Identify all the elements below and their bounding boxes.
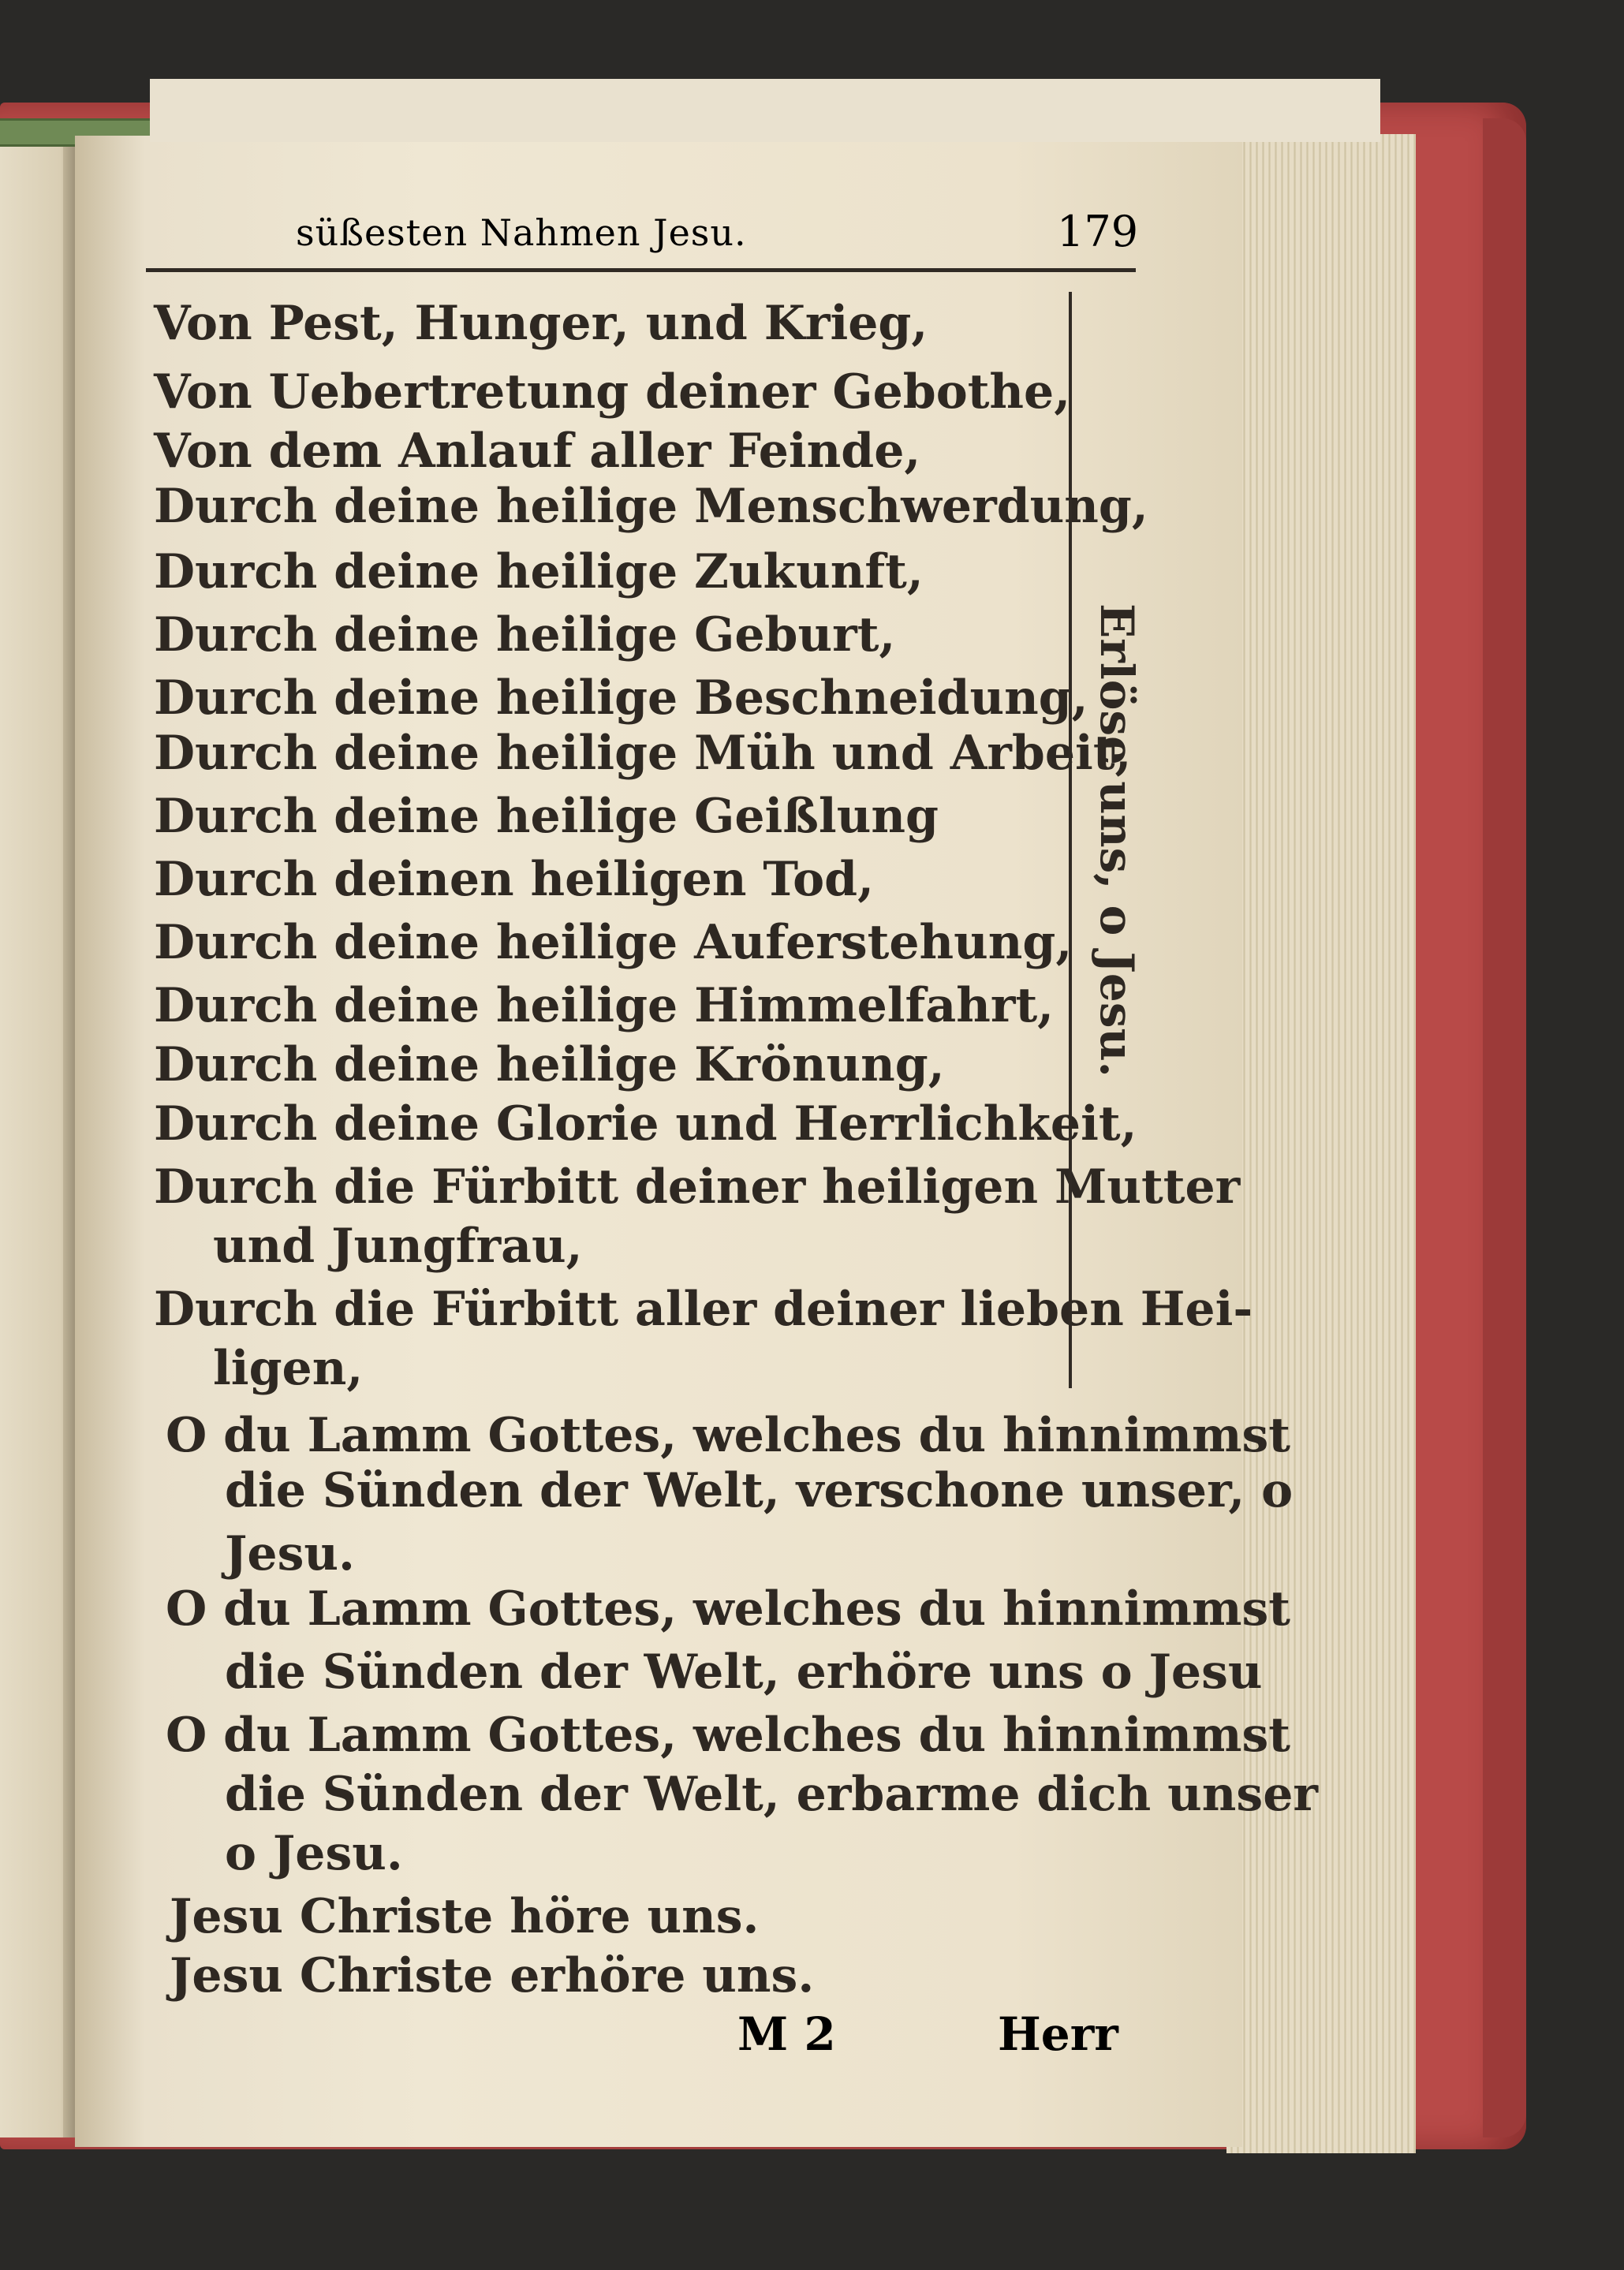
- text-line: O du Lamm Gottes, welches du hinnimmst: [166, 1708, 1290, 1763]
- catchword: Herr: [998, 2007, 1118, 2061]
- text-line: Durch deine heilige Menschwerdung,: [154, 479, 1148, 534]
- text-line: Von Uebertretung deiner Gebothe,: [154, 364, 1071, 420]
- text-line: und Jungfrau,: [213, 1219, 583, 1274]
- text-line: Durch deine heilige Krönung,: [154, 1037, 945, 1092]
- text-line: Durch deine heilige Beschneidung,: [154, 670, 1088, 726]
- text-line: Durch die Fürbitt aller deiner lieben Hei-: [154, 1282, 1253, 1337]
- text-line: Durch deinen heiligen Tod,: [154, 852, 874, 907]
- text-line: Durch deine Glorie und Herrlichkeit,: [154, 1096, 1137, 1152]
- text-line: Von Pest, Hunger, und Krieg,: [154, 296, 928, 351]
- text-line: Von dem Anlauf aller Feinde,: [154, 424, 921, 479]
- text-line: Jesu Christe erhöre uns.: [170, 1948, 815, 2003]
- text-line: Jesu.: [225, 1526, 355, 1581]
- text-line: Durch deine heilige Geburt,: [154, 607, 896, 663]
- refrain-bracket: [1069, 292, 1072, 1388]
- header-rule: [146, 268, 1136, 272]
- text-line: ligen,: [213, 1341, 364, 1396]
- refrain-vertical: Erlöse uns, o Jesu.: [1090, 603, 1144, 1077]
- text-line: O du Lamm Gottes, welches du hinnimmst: [166, 1581, 1290, 1637]
- text-line: Durch deine heilige Geißlung: [154, 789, 939, 844]
- text-line: die Sünden der Welt, verschone unser, o: [225, 1463, 1294, 1518]
- signature-mark: M 2: [737, 2007, 836, 2061]
- text-line: die Sünden der Welt, erbarme dich unser: [225, 1767, 1318, 1822]
- page-edges: [1226, 134, 1416, 2153]
- running-head: süßesten Nahmen Jesu.: [296, 211, 747, 254]
- text-line: die Sünden der Welt, erhöre uns o Jesu: [225, 1645, 1263, 1700]
- text-line: Jesu Christe höre uns.: [170, 1889, 760, 1944]
- page-top-edge: [150, 79, 1380, 142]
- text-line: Durch deine heilige Zukunft,: [154, 544, 924, 599]
- text-line: Durch deine heilige Himmelfahrt,: [154, 978, 1055, 1033]
- text-line: o Jesu.: [225, 1826, 403, 1881]
- text-line: Durch deine heilige Müh und Arbeit,: [154, 726, 1132, 781]
- book-cover-edge: [1483, 118, 1526, 2137]
- text-line: O du Lamm Gottes, welches du hinnimmst: [166, 1408, 1290, 1463]
- text-line: Durch deine heilige Auferstehung,: [154, 915, 1073, 970]
- page-number: 179: [1057, 207, 1139, 256]
- text-line: Durch die Fürbitt deiner heiligen Mutter: [154, 1159, 1241, 1215]
